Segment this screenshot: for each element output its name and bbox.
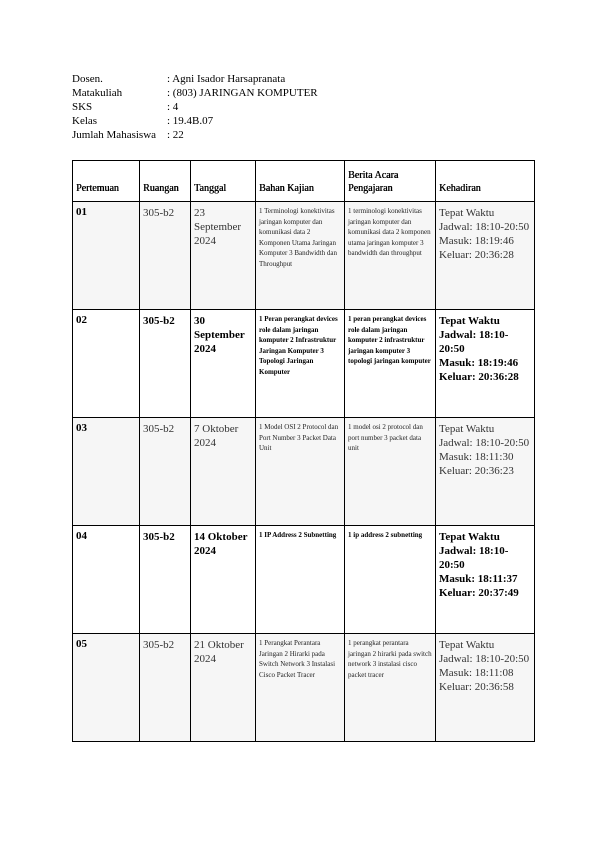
cell-ruangan: 305-b2 [140, 418, 191, 526]
column-header-ruangan: Ruangan [140, 161, 191, 202]
cell-pertemuan: 01 [73, 202, 140, 310]
cell-kehadiran [436, 418, 535, 526]
cell-kehadiran [436, 526, 535, 634]
attendance-schedule: Jadwal: 18:10-20:50 [439, 545, 509, 571]
cell-pertemuan: 02 [73, 310, 140, 418]
cell-tanggal: 7 Oktober 2024 [191, 418, 256, 526]
table-row [73, 526, 535, 634]
cell-berita-acara: 1 ip address 2 subnetting [345, 526, 436, 634]
cell-ruangan: 305-b2 [140, 526, 191, 634]
info-value: : 4 [167, 101, 179, 113]
attendance-status: Tepat Waktu [439, 531, 500, 543]
info-value: : Agni Isador Harsapranata [167, 73, 286, 85]
table-header-row [73, 161, 535, 202]
cell-berita-acara: 1 perangkat perantara jaringan 2 hirarki pada switch network 3 instalasi cisco packet tracer [345, 634, 436, 742]
attendance-schedule: Jadwal: 18:10-20:50 [439, 653, 530, 665]
attendance-check-in: Masuk: 18:11:08 [439, 667, 514, 679]
info-row-matakuliah [72, 86, 318, 100]
info-row-jumlah-mahasiswa [72, 128, 318, 142]
attendance-status: Tepat Waktu [439, 423, 495, 435]
column-header-pertemuan: Pertemuan [73, 161, 140, 202]
info-label: Kelas [72, 115, 98, 127]
cell-tanggal: 14 Oktober 2024 [191, 526, 256, 634]
attendance-check-in: Masuk: 18:19:46 [439, 357, 519, 369]
table-row [73, 310, 535, 418]
attendance-check-out: Keluar: 20:36:58 [439, 681, 514, 693]
cell-bahan-kajian: 1 Peran perangkat devices role dalam jaringan komputer 2 Infrastruktur Jaringan Komputer 3 Topologi Jaringan Komputer [256, 310, 345, 418]
attendance-status: Tepat Waktu [439, 639, 495, 651]
cell-kehadiran [436, 202, 535, 310]
attendance-check-out: Keluar: 20:37:49 [439, 587, 519, 599]
info-row-kelas [72, 114, 318, 128]
cell-pertemuan: 03 [73, 418, 140, 526]
info-label: Dosen. [72, 73, 103, 85]
attendance-check-out: Keluar: 20:36:28 [439, 249, 514, 261]
column-header-tanggal: Tanggal [191, 161, 256, 202]
info-label: Jumlah Mahasiswa [72, 129, 157, 141]
info-label: Matakuliah [72, 87, 123, 99]
cell-kehadiran [436, 310, 535, 418]
cell-berita-acara: 1 terminologi konektivitas jaringan komputer dan komunikasi data 2 komponen utama jaringan komputer 3 bandwidth dan throughput [345, 202, 436, 310]
attendance-schedule: Jadwal: 18:10-20:50 [439, 329, 509, 355]
table-row [73, 202, 535, 310]
course-info [72, 72, 318, 142]
column-header-kehadiran: Kehadiran [436, 161, 535, 202]
attendance-status: Tepat Waktu [439, 315, 500, 327]
attendance-check-in: Masuk: 18:11:30 [439, 451, 514, 463]
attendance-status: Tepat Waktu [439, 207, 495, 219]
cell-bahan-kajian: 1 IP Address 2 Subnetting [256, 526, 345, 634]
cell-berita-acara: 1 peran perangkat devices role dalam jaringan komputer 2 infrastruktur jaringan komputer 3 topologi jaringan komputer [345, 310, 436, 418]
cell-bahan-kajian: 1 Model OSI 2 Protocol dan Port Number 3 Packet Data Unit [256, 418, 345, 526]
cell-bahan-kajian: 1 Perangkat Perantara Jaringan 2 Hirarki pada Switch Network 3 Instalasi Cisco Packet Tracer [256, 634, 345, 742]
table-row [73, 418, 535, 526]
cell-pertemuan: 05 [73, 634, 140, 742]
cell-berita-acara: 1 model osi 2 protocol dan port number 3 packet data unit [345, 418, 436, 526]
info-row-sks [72, 100, 318, 114]
cell-tanggal: 21 Oktober 2024 [191, 634, 256, 742]
info-value: : 19.4B.07 [167, 115, 214, 127]
cell-ruangan: 305-b2 [140, 634, 191, 742]
attendance-check-out: Keluar: 20:36:28 [439, 371, 519, 383]
cell-kehadiran [436, 634, 535, 742]
cell-tanggal: 23 September 2024 [191, 202, 256, 310]
cell-ruangan: 305-b2 [140, 310, 191, 418]
cell-tanggal: 30 September 2024 [191, 310, 256, 418]
info-row-dosen [72, 72, 318, 86]
cell-ruangan: 305-b2 [140, 202, 191, 310]
info-value: : (803) JARINGAN KOMPUTER [167, 87, 318, 99]
table-row [73, 634, 535, 742]
info-value: : 22 [167, 129, 184, 141]
column-header-bahan-kajian: Bahan Kajian [256, 161, 345, 202]
attendance-table [72, 160, 535, 742]
attendance-schedule: Jadwal: 18:10-20:50 [439, 221, 530, 233]
info-label: SKS [72, 101, 93, 113]
attendance-check-in: Masuk: 18:11:37 [439, 573, 518, 585]
cell-bahan-kajian: 1 Terminologi konektivitas jaringan komputer dan komunikasi data 2 Komponen Utama Jaringan Komputer 3 Bandwidth dan Throughput [256, 202, 345, 310]
column-header-berita-acara: Berita Acara Pengajaran [345, 161, 436, 202]
attendance-check-out: Keluar: 20:36:23 [439, 465, 514, 477]
cell-pertemuan: 04 [73, 526, 140, 634]
attendance-check-in: Masuk: 18:19:46 [439, 235, 514, 247]
attendance-schedule: Jadwal: 18:10-20:50 [439, 437, 530, 449]
